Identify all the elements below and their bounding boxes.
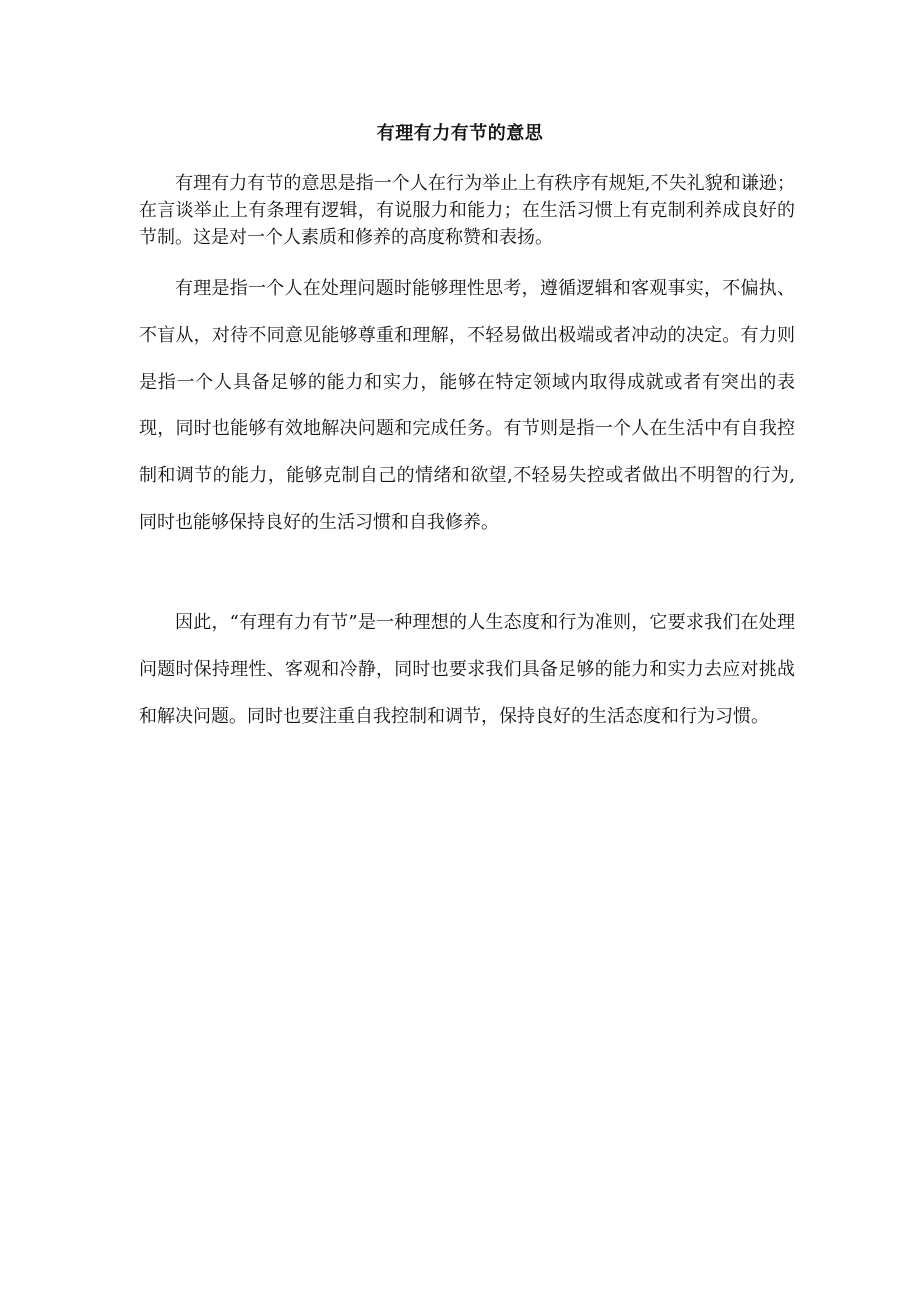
document-title: 有理有力有节的意思 bbox=[376, 123, 544, 144]
paragraph-conclusion: 因此，“有理有力有节”是一种理想的人生态度和行为准则，它要求我们在处理问题时保持理性、客观和冷静，同时也要求我们具备足够的能力和实力去应对挑战和解决问题。同时也要注重自我控制和调节，保持良好的生活态度和行为习惯。 bbox=[139, 612, 795, 727]
paragraph-explanation: 有理是指一个人在处理问题时能够理性思考，遵循逻辑和客观事实，不偏执、不盲从，对待不同意见能够尊重和理解，不轻易做出极端或者冲动的决定。有力则是指一个人具备足够的能力和实力，能够在特定领域内取得成就或者有突出的表现，同时也能够有效地解决问题和完成任务。有节则是指一个人在生活中有自我控制和调节的能力，能够克制自己的情绪和欲望,不轻易失控或者做出不明智的行为,同时也能够保持良好的生活习惯和自我修养。 bbox=[139, 278, 795, 533]
paragraph-intro: 有理有力有节的意思是指一个人在行为举止上有秩序有规矩,不失礼貌和谦逊；在言谈举止上有条理有逻辑，有说服力和能力；在生活习惯上有克制利养成良好的节制。这是对一个人素质和修养的高度称赞和表扬。 bbox=[139, 173, 795, 248]
